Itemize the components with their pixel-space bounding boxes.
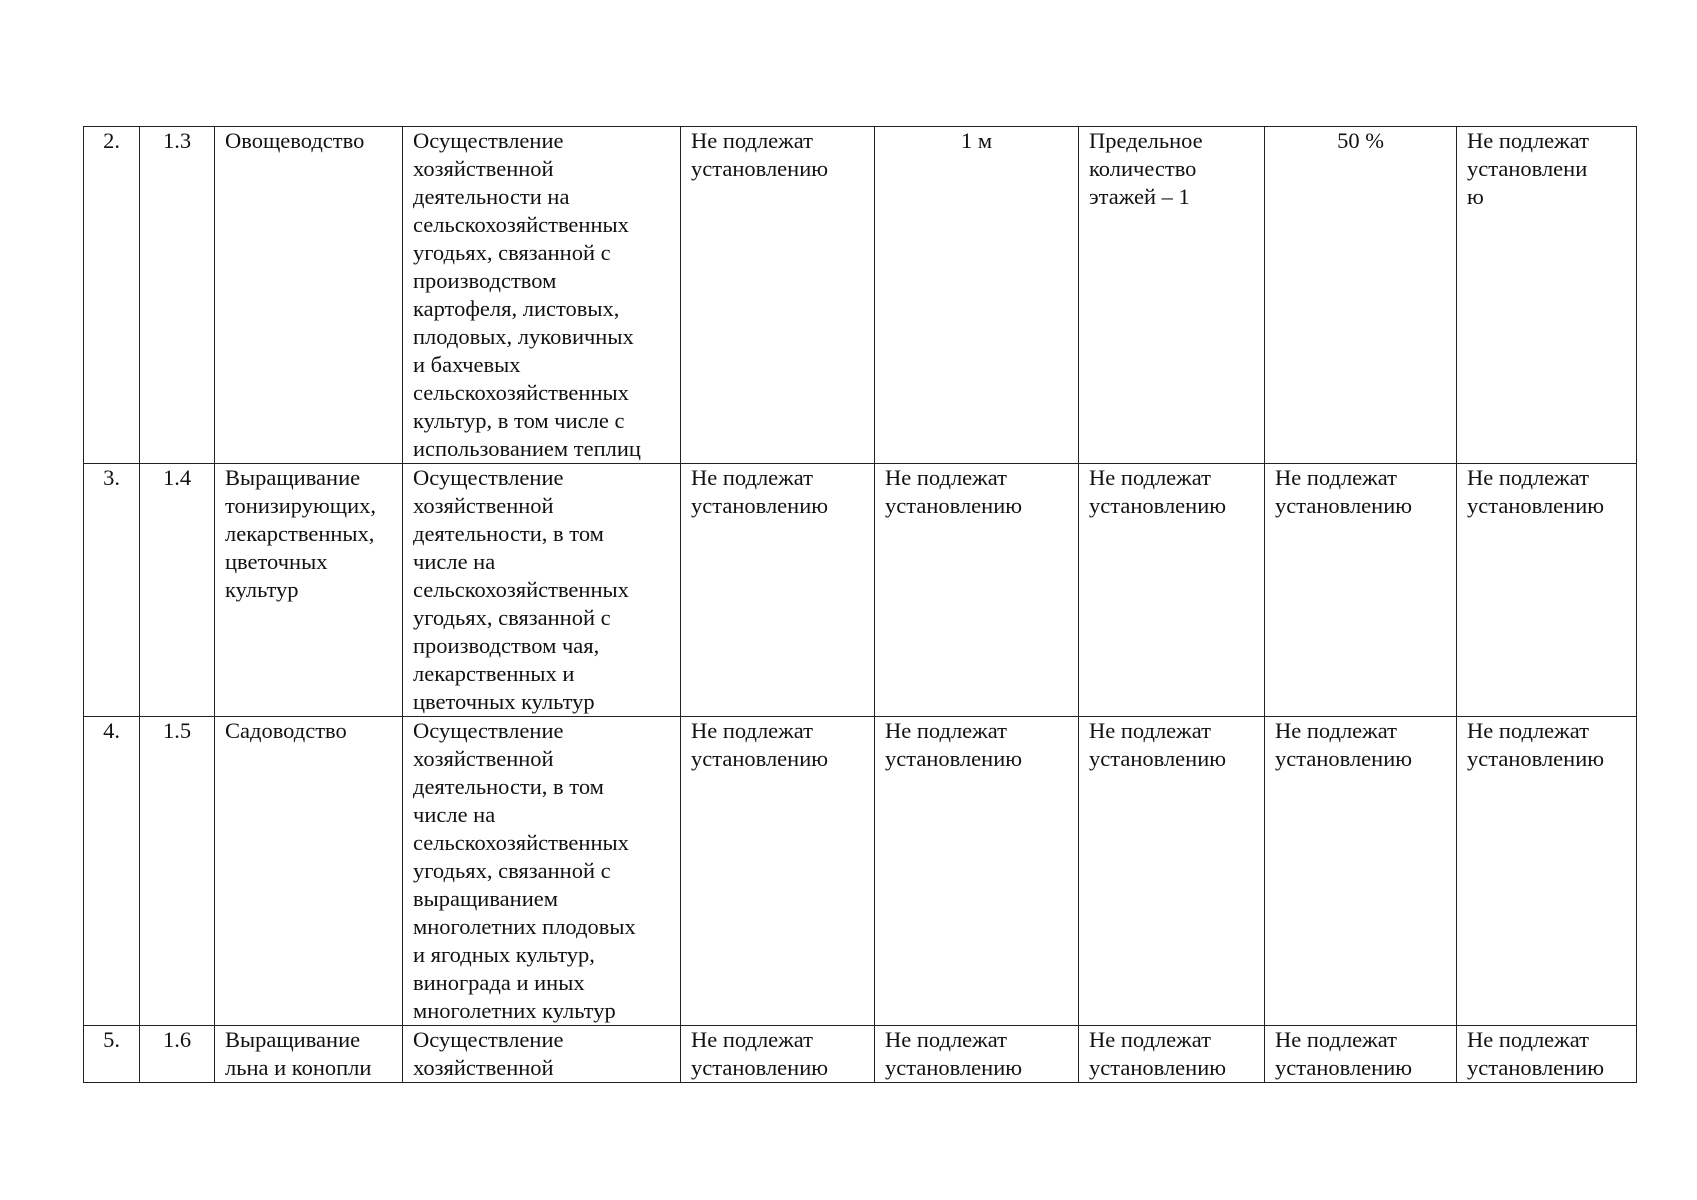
row-number-cell: 2. xyxy=(84,127,140,464)
description-cell: Осуществление хозяйственной деятельности, в том числе на сельскохозяйственных угодьях, связанной с производством чая, лекарственных и цветочных культур xyxy=(403,464,681,717)
parameter-cell: Предельное количество этажей – 1 xyxy=(1079,127,1265,464)
parameter-cell: Не подлежат установлени ю xyxy=(1457,127,1637,464)
parameter-cell: Не подлежат установлению xyxy=(681,1026,875,1083)
parameter-cell: Не подлежат установлению xyxy=(875,717,1079,1026)
parameter-cell: Не подлежат установлению xyxy=(681,464,875,717)
table-row xyxy=(84,1026,1637,1083)
parameter-cell: Не подлежат установлению xyxy=(1265,1026,1457,1083)
code-cell: 1.3 xyxy=(140,127,215,464)
use-name-cell: Выращивание льна и конопли xyxy=(215,1026,403,1083)
parameter-cell: Не подлежат установлению xyxy=(681,717,875,1026)
code-cell: 1.5 xyxy=(140,717,215,1026)
code-cell: 1.4 xyxy=(140,464,215,717)
parameter-cell: 50 % xyxy=(1265,127,1457,464)
land-use-regulations-table xyxy=(83,126,1637,1083)
table-row xyxy=(84,717,1637,1026)
parameter-cell: Не подлежат установлению xyxy=(681,127,875,464)
row-number-cell: 3. xyxy=(84,464,140,717)
parameter-cell: Не подлежат установлению xyxy=(1079,1026,1265,1083)
parameter-cell: Не подлежат установлению xyxy=(1265,717,1457,1026)
parameter-cell: Не подлежат установлению xyxy=(1457,1026,1637,1083)
code-cell: 1.6 xyxy=(140,1026,215,1083)
parameter-cell: Не подлежат установлению xyxy=(1457,464,1637,717)
parameter-cell: Не подлежат установлению xyxy=(1079,717,1265,1026)
parameter-cell: Не подлежат установлению xyxy=(1079,464,1265,717)
description-cell: Осуществление хозяйственной xyxy=(403,1026,681,1083)
parameter-cell: Не подлежат установлению xyxy=(875,464,1079,717)
row-number-cell: 5. xyxy=(84,1026,140,1083)
table-row xyxy=(84,127,1637,464)
parameter-cell: Не подлежат установлению xyxy=(1457,717,1637,1026)
use-name-cell: Выращивание тонизирующих, лекарственных, цветочных культур xyxy=(215,464,403,717)
description-cell: Осуществление хозяйственной деятельности, в том числе на сельскохозяйственных угодьях, связанной с выращиванием многолетних плодовых и ягодных культур, винограда и иных многолетних культур xyxy=(403,717,681,1026)
parameter-cell: Не подлежат установлению xyxy=(1265,464,1457,717)
parameter-cell: 1 м xyxy=(875,127,1079,464)
use-name-cell: Овощеводство xyxy=(215,127,403,464)
parameter-cell: Не подлежат установлению xyxy=(875,1026,1079,1083)
table-row xyxy=(84,464,1637,717)
row-number-cell: 4. xyxy=(84,717,140,1026)
use-name-cell: Садоводство xyxy=(215,717,403,1026)
description-cell: Осуществление хозяйственной деятельности на сельскохозяйственных угодьях, связанной с производством картофеля, листовых, плодовых, луковичных и бахчевых сельскохозяйственных культур, в том числе с использованием теплиц xyxy=(403,127,681,464)
